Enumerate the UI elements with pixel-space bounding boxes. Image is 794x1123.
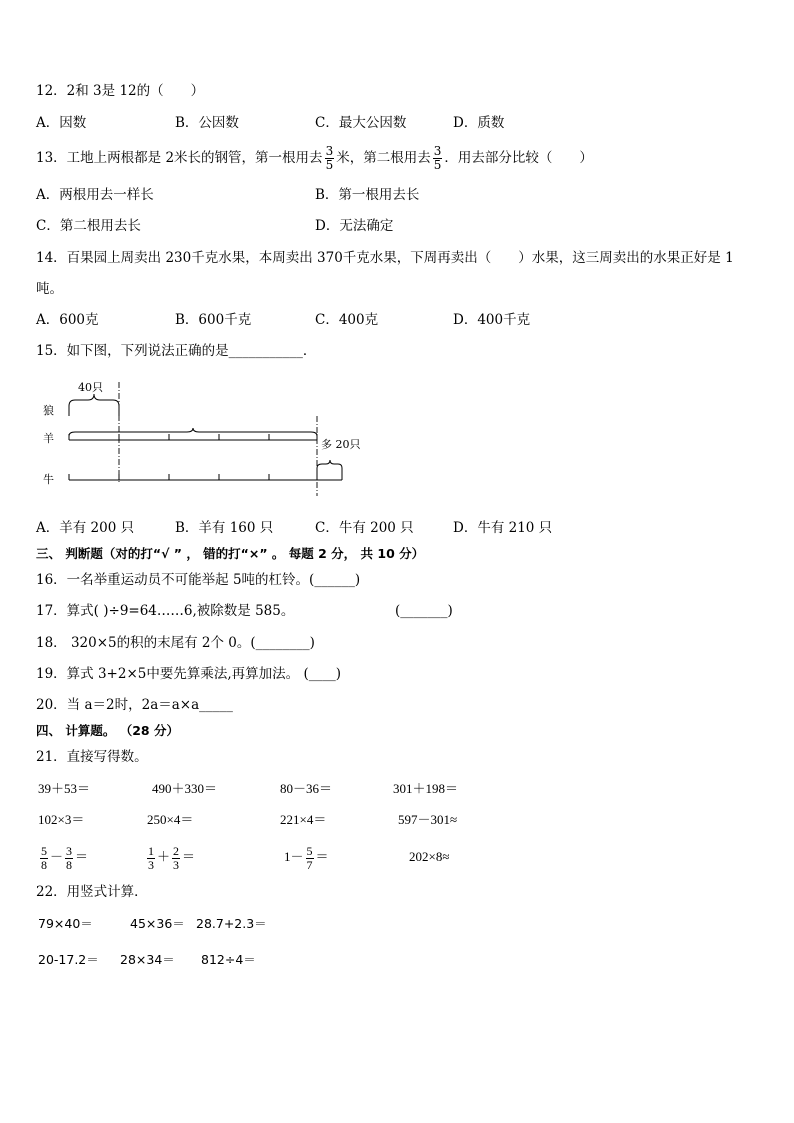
- q13-stem-part2: 米，第二根用去: [336, 150, 431, 166]
- frac-num: 3: [66, 843, 73, 858]
- question-18: 18． 320×5的积的末尾有 2个 0。(________): [36, 635, 315, 651]
- frac-num: 5: [306, 843, 313, 858]
- vertical-calc-2: 45×36＝: [130, 916, 185, 931]
- calc-10-frac-a: [147, 845, 155, 872]
- q13-option-d[interactable]: D．无法确定: [315, 218, 394, 234]
- diagram-brace-sheep: [69, 428, 317, 440]
- vertical-calc-6: 812÷4＝: [201, 952, 256, 967]
- calc-3: 80－36＝: [280, 781, 333, 796]
- q13-fraction-2: [433, 145, 443, 172]
- q13-option-c[interactable]: C．第二根用去长: [36, 218, 141, 234]
- q14-option-a[interactable]: A．600克: [36, 312, 99, 328]
- q15-option-d[interactable]: D．牛有 210 只: [453, 520, 553, 536]
- q12-option-a[interactable]: A．因数: [36, 115, 87, 131]
- q15-option-a[interactable]: A．羊有 200 只: [36, 520, 135, 536]
- diagram-brace-wolf: [69, 394, 119, 416]
- diagram-label-wolf: 狼: [43, 404, 54, 417]
- diagram-label-sheep: 羊: [43, 432, 54, 445]
- q13-frac2-num: 3: [433, 144, 442, 158]
- calc-11: [284, 840, 329, 874]
- q13-stem-part3: ．用去部分比较（ ）: [444, 150, 593, 166]
- q13-frac1-num: 3: [325, 144, 334, 158]
- question-13-stem: [36, 142, 593, 174]
- section-4-title: 四、 计算题。 （28 分）: [36, 723, 179, 738]
- q14-option-b[interactable]: B．600千克: [175, 312, 252, 328]
- question-12-stem: 12．2和 3是 12的（ ）: [36, 83, 205, 99]
- vertical-calc-1: 79×40＝: [38, 916, 93, 931]
- q15-option-c[interactable]: C．牛有 200 只: [315, 520, 414, 536]
- calc-1: 39＋53＝: [38, 781, 91, 796]
- frac-den: 3: [148, 857, 154, 872]
- question-14-stem-line2: 吨。: [36, 281, 63, 297]
- calc-10-frac-b: [172, 845, 180, 872]
- q13-option-b[interactable]: B．第一根用去长: [315, 187, 420, 203]
- question-19: 19．算式 3+2×5中要先算乘法,再算加法。 (____): [36, 666, 341, 682]
- question-20: 20．当 a＝2时，2a＝a×a_____: [36, 697, 233, 713]
- operator: －: [50, 849, 64, 864]
- frac-den: 3: [173, 857, 180, 872]
- frac-den: 8: [41, 857, 47, 872]
- q13-option-a[interactable]: A．两根用去一样长: [36, 187, 154, 203]
- vertical-calc-5: 28×34＝: [120, 952, 175, 967]
- question-21: 21．直接写得数。: [36, 749, 148, 765]
- q14-option-d[interactable]: D．400千克: [453, 312, 531, 328]
- equals: ＝: [182, 849, 196, 864]
- frac-num: 1: [148, 843, 154, 858]
- q12-option-b[interactable]: B．公因数: [175, 115, 239, 131]
- calc-2: 490＋330＝: [152, 781, 218, 796]
- line-segment-diagram: [30, 376, 390, 496]
- vertical-calc-3: 28.7+2.3＝: [196, 916, 267, 931]
- operator: ＋: [157, 849, 171, 864]
- operator: 1－: [284, 849, 304, 864]
- q12-option-d[interactable]: D．质数: [453, 115, 505, 131]
- equals: ＝: [315, 849, 329, 864]
- frac-num: 2: [173, 843, 180, 858]
- question-17-answer-blank[interactable]: (_______): [395, 603, 453, 619]
- calc-11-frac: [306, 845, 314, 872]
- equals: ＝: [75, 849, 89, 864]
- calc-10: [145, 840, 195, 874]
- diagram-brace-extra: [317, 460, 342, 478]
- q13-frac2-den: 5: [433, 158, 442, 172]
- calc-4: 301＋198＝: [393, 781, 459, 796]
- q15-option-b[interactable]: B．羊有 160 只: [175, 520, 274, 536]
- calc-9-frac-b: [65, 845, 73, 872]
- calc-12: 202×8≈: [409, 849, 450, 864]
- question-17: 17．算式( )÷9=64……6,被除数是 585。: [36, 603, 295, 619]
- diagram-label-cow: 牛: [43, 473, 54, 486]
- q13-stem-part1: 13．工地上两根都是 2米长的钢管，第一根用去: [36, 150, 323, 166]
- question-16: 16．一名举重运动员不可能举起 5吨的杠铃。(______): [36, 572, 361, 588]
- calc-9: [38, 840, 88, 874]
- question-14-stem-line1: 14．百果园上周卖出 230千克水果，本周卖出 370千克水果，下周再卖出（ ）水果，这三周卖出的水果正好是 1: [36, 250, 734, 266]
- section-3-title: 三、 判断题（对的打“√ ” ， 错的打“×” 。 每题 2 分， 共 10 分）: [36, 546, 425, 561]
- frac-den: 7: [306, 857, 313, 872]
- diagram-brace-40-label: 40只: [78, 381, 103, 394]
- frac-num: 5: [41, 843, 47, 858]
- calc-6: 250×4＝: [147, 812, 194, 827]
- diagram-extra-20-label: 多 20只: [321, 438, 361, 451]
- q13-frac1-den: 5: [325, 158, 334, 172]
- calc-7: 221×4＝: [280, 812, 327, 827]
- q12-option-c[interactable]: C．最大公因数: [315, 115, 407, 131]
- calc-9-frac-a: [40, 845, 48, 872]
- calc-5: 102×3＝: [38, 812, 85, 827]
- question-15-stem: 15．如下图，下列说法正确的是___________．: [36, 343, 317, 359]
- question-22: 22．用竖式计算．: [36, 884, 148, 900]
- frac-den: 8: [66, 857, 73, 872]
- q13-fraction-1: [325, 145, 335, 172]
- q14-option-c[interactable]: C．400克: [315, 312, 379, 328]
- vertical-calc-4: 20-17.2＝: [38, 952, 99, 967]
- calc-8: 597－301≈: [398, 812, 458, 827]
